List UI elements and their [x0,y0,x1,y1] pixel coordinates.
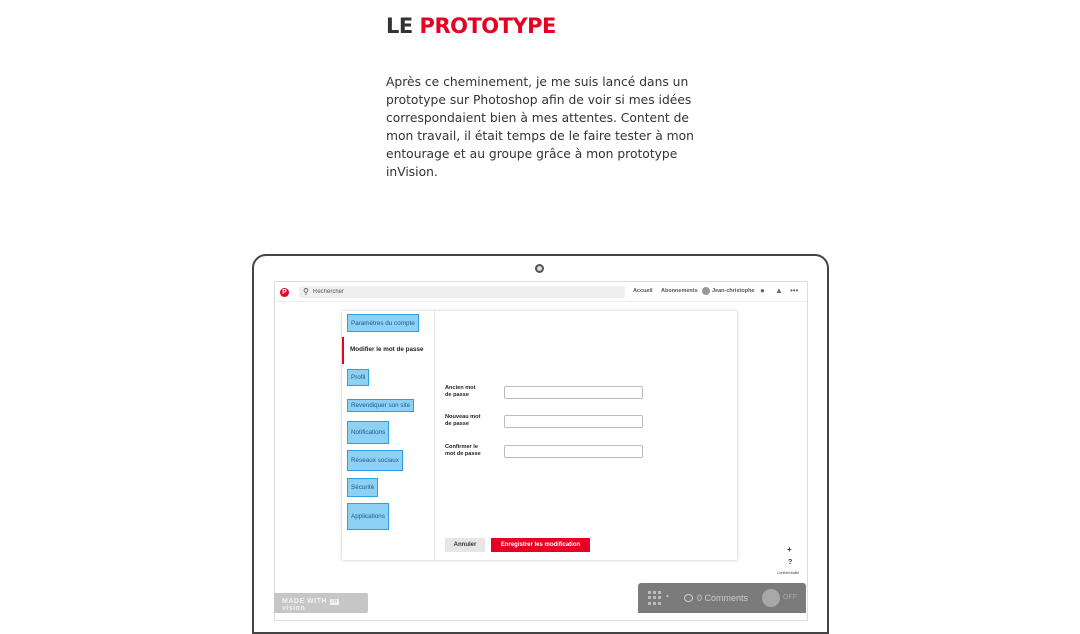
toggle-state-label: OFF [783,594,797,601]
label-line: de passe [445,392,469,398]
sidebar-item-reseaux-sociaux[interactable]: Réseaux sociaux [347,450,403,471]
invision-logo-icon: in [331,599,338,605]
label-nouveau-mot-de-passe [445,414,495,428]
sidebar-active-label: Modifier le mot de passe [350,346,424,353]
panel-divider [434,311,435,560]
ancien-mot-de-passe-input[interactable] [504,386,643,399]
cancel-button[interactable]: Annuler [445,538,485,552]
invision-toolbar [638,583,806,613]
comment-bubble-icon [684,594,693,602]
invision-brand-text: vision [282,605,306,612]
nav-profile[interactable]: Jean-christophe [712,288,755,294]
sidebar-item-securite[interactable]: Sécurité [347,478,378,497]
pinterest-logo-icon[interactable]: P [280,288,289,297]
notifications-bell-icon[interactable]: ▲ [775,286,783,295]
sidebar-item-notifications[interactable]: Notifications [347,421,389,444]
comments-count: 0 Comments [697,593,749,603]
search-input[interactable] [313,286,613,298]
label-line: Nouveau mot [445,414,481,420]
caret-up-icon[interactable]: ▲ [665,593,670,599]
messages-icon[interactable]: ● [760,286,765,295]
laptop-frame [252,254,829,634]
label-line: Confirmer le [445,444,478,450]
label-confirmer-mot-de-passe [445,444,495,458]
camera-icon [535,264,544,273]
help-icon[interactable]: ? [788,559,793,566]
title-part-prototype: PROTOTYPE [419,14,556,38]
plus-icon[interactable]: + [787,545,792,554]
nav-abonnements[interactable]: Abonnements [661,288,698,294]
nouveau-mot-de-passe-input[interactable] [504,415,643,428]
grid-menu-icon[interactable] [648,591,662,605]
label-line: de passe [445,421,469,427]
sidebar-item-profil[interactable]: Profil [347,369,369,386]
label-line: mot de passe [445,451,481,457]
privacy-link[interactable]: Confidentialité [777,571,800,575]
pinterest-topbar [275,282,807,302]
sidebar-item-applications[interactable]: Applications [347,503,389,530]
label-line: Ancien mot [445,385,476,391]
made-with-invision-badge[interactable] [274,593,368,613]
confirmer-mot-de-passe-input[interactable] [504,445,643,458]
comment-mode-toggle[interactable] [762,589,780,607]
comments-button[interactable] [684,593,748,603]
search-bar[interactable] [299,286,625,298]
save-button[interactable]: Enregistrer les modification [491,538,590,552]
section-title [386,14,556,38]
sidebar-item-revendiquer-son-site[interactable]: Revendiquer son site [347,399,414,412]
more-options-icon[interactable]: ••• [790,286,799,295]
prototype-screen [274,281,808,621]
sidebar-item-parametres-du-compte[interactable]: Paramètres du compte [347,314,419,332]
search-icon: ⚲ [303,287,309,296]
settings-panel [342,311,737,560]
title-part-le: LE [386,14,413,38]
sidebar-item-modifier-mot-de-passe[interactable] [342,337,434,364]
intro-paragraph: Après ce cheminement, je me suis lancé dans un prototype sur Photoshop afin de voir si mes idées correspondaient bien à mes attentes. Content de mon travail, il était temps de le faire tester à mon entourage et au groupe grâce à mon prototype inVision. [386,75,694,179]
made-with-text: MADE WITH [282,598,327,605]
nav-accueil[interactable]: Accueil [633,288,653,294]
avatar[interactable] [702,287,710,295]
label-ancien-mot-de-passe [445,385,495,399]
